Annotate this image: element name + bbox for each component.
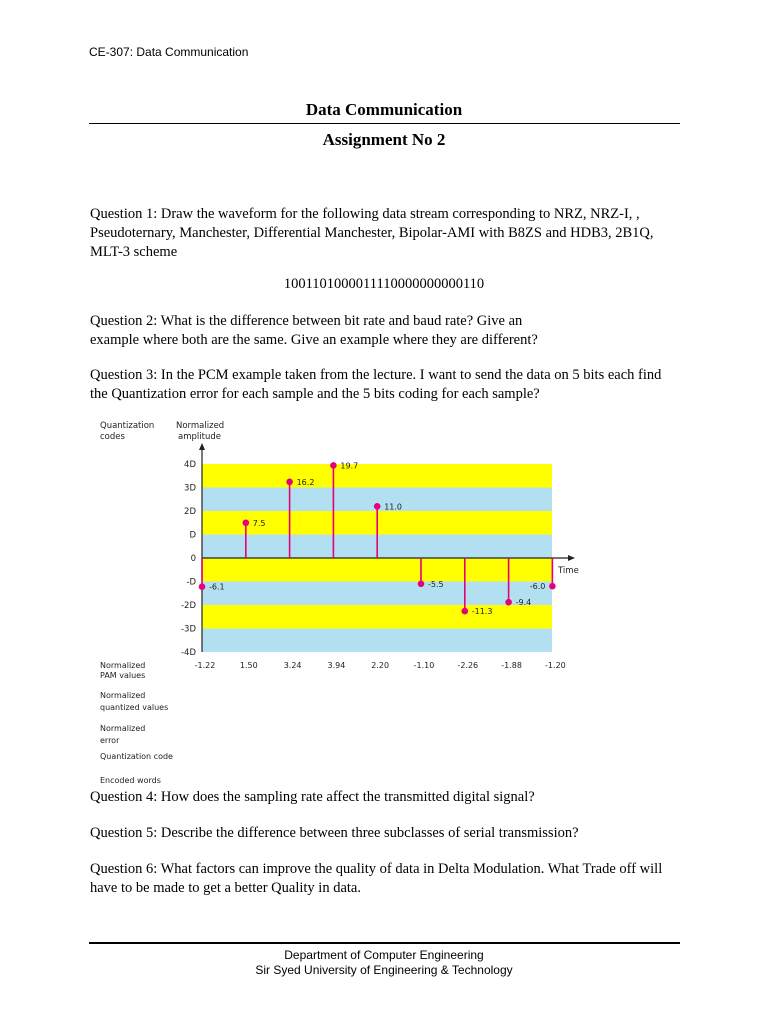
sample-dot (549, 583, 556, 590)
y-tick-label: -3D (180, 624, 196, 635)
question-6 (90, 860, 682, 898)
question-2 (90, 312, 682, 350)
pam-value: -1.88 (501, 661, 522, 670)
sample-value-label: -11.3 (471, 607, 493, 617)
sample-dot (330, 462, 337, 469)
course-header: CE-307: Data Communication (89, 45, 249, 59)
question-6-line: have to be made to get a better Quality in data. (90, 880, 361, 896)
question-5-line: Question 5: Describe the difference between three subclasses of serial transmission? (90, 825, 579, 841)
sample-value-label: -9.4 (515, 598, 532, 608)
question-4 (90, 788, 682, 807)
sample-value-label: -6.0 (529, 582, 546, 592)
quantization-codes-header: Quantization (100, 421, 155, 431)
sample-dot (462, 608, 469, 615)
question-5 (90, 824, 682, 843)
question-1-line: MLT-3 scheme (90, 244, 178, 260)
document-title: Data Communication (305, 100, 463, 119)
sample-value-label: -6.1 (209, 582, 225, 592)
question-1 (90, 205, 682, 262)
question-2-line: example where both are the same. Give an example where they are different? (90, 332, 538, 348)
sample-dot (199, 583, 206, 590)
sample-value-label: 7.5 (252, 518, 266, 528)
pam-value: -2.26 (457, 661, 479, 670)
quantization-band (202, 605, 552, 629)
row-label-pam: Normalized (100, 661, 146, 670)
sample-dot (505, 599, 512, 606)
sample-dot (374, 503, 381, 510)
sample-dot (243, 519, 250, 526)
pam-value: -1.20 (545, 661, 566, 670)
row-label-quantized: Normalized (100, 691, 146, 700)
y-tick-label: 3D (184, 483, 196, 494)
question-1-line: Question 1: Draw the waveform for the following data stream corresponding to NRZ, NRZ-I, , (90, 206, 640, 222)
question-4-line: Question 4: How does the sampling rate affect the transmitted digital signal? (90, 789, 535, 805)
row-label-error: error (100, 736, 120, 745)
y-tick-label: D (189, 530, 196, 541)
pam-value: -1.22 (194, 661, 216, 670)
row-label-pam: PAM values (100, 671, 146, 680)
row-label-encoded: Encoded words (100, 776, 161, 785)
sample-value-label: 11.0 (384, 502, 403, 512)
quantization-band (202, 558, 552, 582)
row-label-quantized: quantized values (100, 703, 169, 712)
pcm-chart (90, 410, 590, 790)
quantization-band (202, 629, 552, 653)
y-tick-label: 4D (184, 460, 196, 470)
amplitude-header: amplitude (178, 432, 221, 442)
quantization-band (202, 579, 552, 606)
pam-value: 3.24 (283, 661, 302, 670)
footer-divider (89, 942, 680, 944)
y-tick-label: -D (186, 577, 196, 588)
y-tick-label: 0 (190, 554, 196, 564)
title-divider (89, 123, 680, 124)
question-1-line: Pseudoternary, Manchester, Differential Manchester, Bipolar-AMI with B8ZS and HDB3, 2B1Q, (90, 225, 654, 241)
sample-dot (418, 581, 425, 588)
assignment-title: Assignment No 2 (322, 130, 446, 149)
row-label-error: Normalized (100, 724, 146, 733)
question-3-line: Question 3: In the PCM example taken from the lecture. I want to send the data on 5 bits each find (90, 367, 662, 383)
pam-value: 1.50 (239, 661, 258, 670)
question-3-line: the Quantization error for each sample and the 5 bits coding for each sample? (90, 386, 540, 402)
y-tick-label: 2D (184, 507, 196, 517)
sample-value-label: 19.7 (340, 461, 359, 471)
pam-value: 2.20 (371, 661, 390, 670)
y-tick-label: -4D (180, 648, 196, 658)
x-axis-arrow (568, 555, 575, 561)
data-stream: 1001101000011110000000000110 (283, 276, 485, 292)
question-2-line: Question 2: What is the difference between bit rate and baud rate? Give an (90, 313, 523, 329)
footer-department: Department of Computer Engineering (284, 948, 484, 962)
quantization-codes-header: codes (100, 432, 125, 442)
sample-dot (286, 479, 293, 486)
sample-value-label: 16.2 (296, 477, 315, 487)
row-label-code: Quantization code (100, 752, 173, 761)
question-6-line: Question 6: What factors can improve the quality of data in Delta Modulation. What Trade off will (90, 861, 663, 877)
question-3 (90, 366, 682, 404)
pam-value: -1.10 (413, 661, 435, 670)
quantization-band (202, 464, 552, 488)
pam-value: 3.94 (327, 661, 346, 670)
y-axis-arrow (199, 443, 205, 450)
footer-university: Sir Syed University of Engineering & Technology (255, 963, 513, 977)
x-axis-label: Time (558, 566, 579, 576)
y-tick-label: -2D (180, 601, 196, 611)
sample-value-label: -5.5 (428, 579, 444, 589)
amplitude-header: Normalized (176, 421, 225, 431)
